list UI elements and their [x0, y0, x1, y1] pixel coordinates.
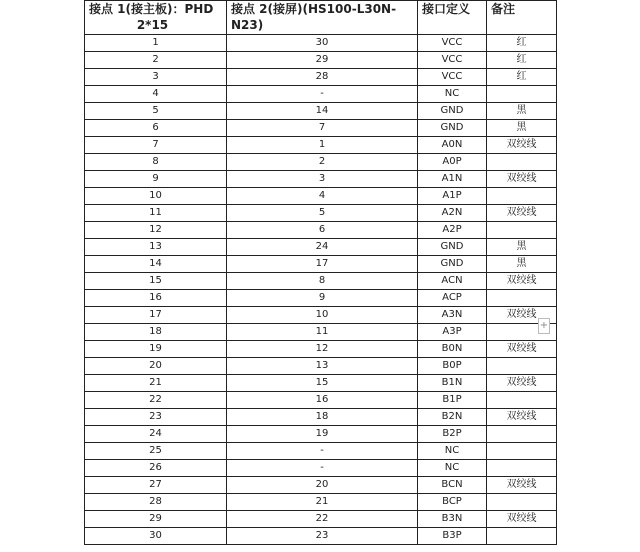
pin-point1-cell: 23 — [85, 409, 227, 426]
pin-point1-cell: 7 — [85, 137, 227, 154]
table-row — [85, 392, 557, 409]
pin-point1-cell: 15 — [85, 273, 227, 290]
remark-cell — [487, 86, 557, 103]
pin-point1-cell: 3 — [85, 69, 227, 86]
pin-point1-cell: 5 — [85, 103, 227, 120]
pin-point2-cell: 5 — [227, 205, 418, 222]
header-interface-definition: 接口定义 — [418, 1, 487, 35]
remark-cell — [487, 426, 557, 443]
remark-cell — [487, 188, 557, 205]
pin-point1-cell: 28 — [85, 494, 227, 511]
pin-point2-cell: 13 — [227, 358, 418, 375]
remark-cell: 双绞线 — [487, 307, 557, 324]
interface-definition-cell: GND — [418, 103, 487, 120]
pin-point1-cell: 4 — [85, 86, 227, 103]
pin-point2-cell: 21 — [227, 494, 418, 511]
pin-point1-cell: 20 — [85, 358, 227, 375]
header-point1 — [85, 1, 227, 35]
pin-point2-cell: 10 — [227, 307, 418, 324]
pin-point1-cell: 18 — [85, 324, 227, 341]
table-row — [85, 171, 557, 188]
header-point1-line2: 2*15 — [136, 18, 169, 32]
interface-definition-cell: VCC — [418, 69, 487, 86]
remark-cell: 双绞线 — [487, 375, 557, 392]
remark-cell: 红 — [487, 69, 557, 86]
interface-definition-cell: GND — [418, 239, 487, 256]
interface-definition-cell: B3P — [418, 528, 487, 545]
remark-cell: 红 — [487, 35, 557, 52]
header-remarks: 备注 — [487, 1, 557, 35]
pin-point1-cell: 8 — [85, 154, 227, 171]
interface-definition-cell: A3P — [418, 324, 487, 341]
table-row — [85, 460, 557, 477]
table-row — [85, 273, 557, 290]
remark-cell: 双绞线 — [487, 477, 557, 494]
pin-point2-cell: 18 — [227, 409, 418, 426]
pin-point2-cell: - — [227, 443, 418, 460]
interface-definition-cell: B1P — [418, 392, 487, 409]
pin-point2-cell: 28 — [227, 69, 418, 86]
interface-definition-cell: B0P — [418, 358, 487, 375]
pin-point2-cell: 24 — [227, 239, 418, 256]
pin-point1-cell: 2 — [85, 52, 227, 69]
pin-point2-cell: 30 — [227, 35, 418, 52]
pin-point1-cell: 1 — [85, 35, 227, 52]
pin-point2-cell: 20 — [227, 477, 418, 494]
interface-definition-cell: A3N — [418, 307, 487, 324]
pin-point2-cell: 15 — [227, 375, 418, 392]
table-row — [85, 426, 557, 443]
pin-point2-cell: 1 — [227, 137, 418, 154]
interface-definition-cell: VCC — [418, 35, 487, 52]
table-row — [85, 86, 557, 103]
pin-point2-cell: 19 — [227, 426, 418, 443]
interface-definition-cell: A2P — [418, 222, 487, 239]
remark-cell: 双绞线 — [487, 205, 557, 222]
interface-definition-cell: A1P — [418, 188, 487, 205]
pin-point1-cell: 22 — [85, 392, 227, 409]
pin-point2-cell: 3 — [227, 171, 418, 188]
table-row — [85, 205, 557, 222]
pin-point1-cell: 29 — [85, 511, 227, 528]
table-row — [85, 443, 557, 460]
table-row — [85, 120, 557, 137]
remark-cell — [487, 494, 557, 511]
table-row — [85, 528, 557, 545]
interface-definition-cell: A2N — [418, 205, 487, 222]
remark-cell: 黑 — [487, 120, 557, 137]
pin-point2-cell: 7 — [227, 120, 418, 137]
interface-definition-cell: GND — [418, 256, 487, 273]
pin-point2-cell: 9 — [227, 290, 418, 307]
pin-point2-cell: 17 — [227, 256, 418, 273]
pin-point1-cell: 25 — [85, 443, 227, 460]
pin-point1-cell: 21 — [85, 375, 227, 392]
table-row — [85, 477, 557, 494]
remark-cell: 双绞线 — [487, 137, 557, 154]
table-row — [85, 52, 557, 69]
header-point1-line1: 接点 1(接主板)：PHD — [89, 2, 214, 16]
pin-point1-cell: 9 — [85, 171, 227, 188]
table-row — [85, 409, 557, 426]
pin-point2-cell: - — [227, 86, 418, 103]
interface-definition-cell: ACP — [418, 290, 487, 307]
pinout-table — [84, 0, 557, 545]
table-row — [85, 324, 557, 341]
pin-point2-cell: 22 — [227, 511, 418, 528]
add-row-handle[interactable]: + — [538, 318, 550, 334]
remark-cell: 红 — [487, 52, 557, 69]
table-row — [85, 375, 557, 392]
remark-cell: 双绞线 — [487, 341, 557, 358]
table-row — [85, 188, 557, 205]
pin-point1-cell: 16 — [85, 290, 227, 307]
interface-definition-cell: A1N — [418, 171, 487, 188]
interface-definition-cell: B0N — [418, 341, 487, 358]
pin-point2-cell: 6 — [227, 222, 418, 239]
table-row — [85, 35, 557, 52]
table-row — [85, 511, 557, 528]
pin-point1-cell: 19 — [85, 341, 227, 358]
remark-cell — [487, 222, 557, 239]
pin-point1-cell: 26 — [85, 460, 227, 477]
pin-point2-cell: 2 — [227, 154, 418, 171]
header-row — [85, 1, 557, 35]
pin-point1-cell: 17 — [85, 307, 227, 324]
interface-definition-cell: B2P — [418, 426, 487, 443]
table-row — [85, 307, 557, 324]
pin-point1-cell: 10 — [85, 188, 227, 205]
interface-definition-cell: A0N — [418, 137, 487, 154]
remark-cell — [487, 528, 557, 545]
pin-point2-cell: 12 — [227, 341, 418, 358]
remark-cell: 双绞线 — [487, 409, 557, 426]
table-row — [85, 154, 557, 171]
interface-definition-cell: BCP — [418, 494, 487, 511]
pin-point1-cell: 24 — [85, 426, 227, 443]
interface-definition-cell: BCN — [418, 477, 487, 494]
pin-point2-cell: - — [227, 460, 418, 477]
interface-definition-cell: B1N — [418, 375, 487, 392]
interface-definition-cell: ACN — [418, 273, 487, 290]
interface-definition-cell: A0P — [418, 154, 487, 171]
remark-cell: 双绞线 — [487, 171, 557, 188]
interface-definition-cell: VCC — [418, 52, 487, 69]
table-row — [85, 256, 557, 273]
remark-cell: 双绞线 — [487, 273, 557, 290]
pin-point1-cell: 14 — [85, 256, 227, 273]
table-row — [85, 494, 557, 511]
pin-point1-cell: 13 — [85, 239, 227, 256]
table-row — [85, 290, 557, 307]
pin-point2-cell: 8 — [227, 273, 418, 290]
table-row — [85, 69, 557, 86]
pin-point1-cell: 11 — [85, 205, 227, 222]
header-point2: 接点 2(接屏)(HS100-L30N-N23) — [227, 1, 418, 35]
remark-cell — [487, 392, 557, 409]
remark-cell: 黑 — [487, 103, 557, 120]
remark-cell: 黑 — [487, 256, 557, 273]
pin-point2-cell: 29 — [227, 52, 418, 69]
remark-cell: 黑 — [487, 239, 557, 256]
remark-cell — [487, 443, 557, 460]
pin-point2-cell: 4 — [227, 188, 418, 205]
pin-point2-cell: 23 — [227, 528, 418, 545]
interface-definition-cell: NC — [418, 443, 487, 460]
pin-point2-cell: 14 — [227, 103, 418, 120]
table-row — [85, 222, 557, 239]
table-row — [85, 358, 557, 375]
table-row — [85, 239, 557, 256]
remark-cell — [487, 290, 557, 307]
pin-point2-cell: 16 — [227, 392, 418, 409]
table-row — [85, 137, 557, 154]
interface-definition-cell: GND — [418, 120, 487, 137]
interface-definition-cell: NC — [418, 86, 487, 103]
remark-cell — [487, 358, 557, 375]
pin-point1-cell: 30 — [85, 528, 227, 545]
remark-cell — [487, 460, 557, 477]
interface-definition-cell: NC — [418, 460, 487, 477]
pin-point2-cell: 11 — [227, 324, 418, 341]
table-row — [85, 103, 557, 120]
interface-definition-cell: B2N — [418, 409, 487, 426]
pin-point1-cell: 12 — [85, 222, 227, 239]
pin-point1-cell: 6 — [85, 120, 227, 137]
pin-point1-cell: 27 — [85, 477, 227, 494]
table-row — [85, 341, 557, 358]
remark-cell — [487, 154, 557, 171]
interface-definition-cell: B3N — [418, 511, 487, 528]
remark-cell: 双绞线 — [487, 511, 557, 528]
